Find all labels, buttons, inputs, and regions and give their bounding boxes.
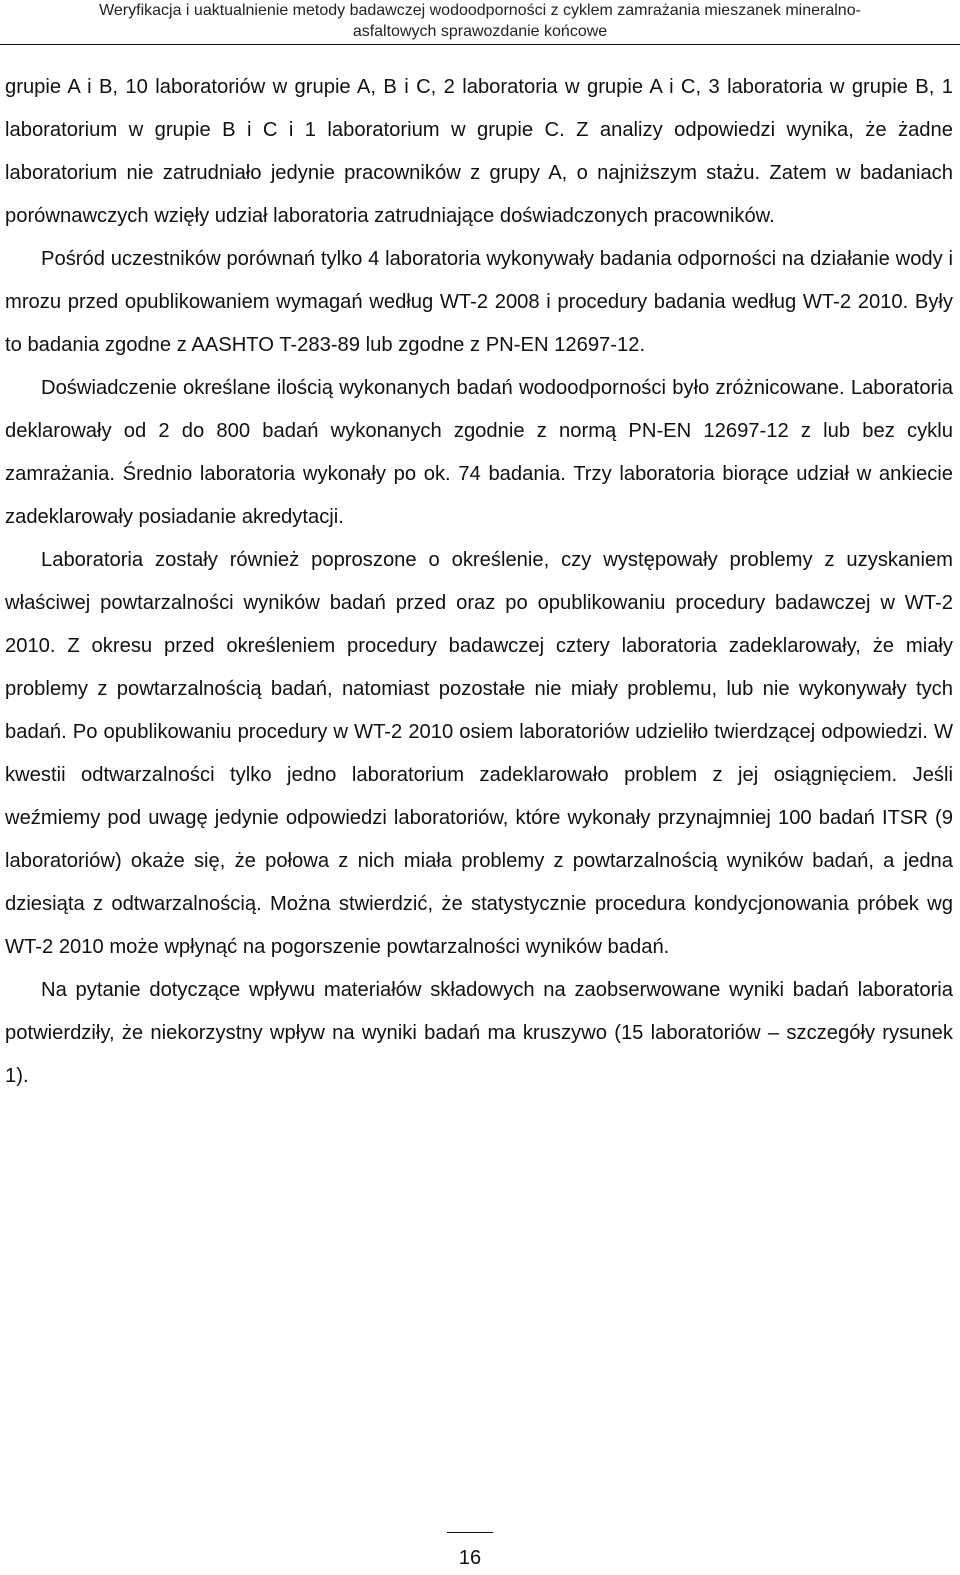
paragraph-materials: Na pytanie dotyczące wpływu materiałów składowych na zaobserwowane wyniki badań laboratoria potwierdziły, że niekorzystny wpływ na wyniki badań ma kruszywo (15 laboratoriów – szczegóły rysunek 1). xyxy=(5,979,953,1087)
running-header-line-2: asfaltowych sprawozdanie końcowe xyxy=(352,23,608,40)
running-header-line-1: Weryfikacja i uaktualnienie metody badawczej wodoodporności z cyklem zamrażania mieszanek mineralno- xyxy=(99,2,861,19)
paragraph-repeatability: Laboratoria zostały również poproszone o określenie, czy występowały problemy z uzyskaniem właściwej powtarzalności wyników badań przed oraz po opublikowaniu procedury badawczej w WT-2 2010. Z okresu przed określeniem procedury badawczej cztery laboratoria zadeklarowały, że miały problemy z powtarzalnością badań, natomiast pozostałe nie miały problemu, lub nie wykonywały tych badań. Po opublikowaniu procedury w WT-2 2010 osiem laboratoriów udzieliło twierdzącej odpowiedzi. W kwestii odtwarzalności tylko jedno laboratorium zadeklarowało problem z jej osiągnięciem. Jeśli weźmiemy pod uwagę jedynie odpowiedzi laboratoriów, które wykonały przynajmniej 100 badań ITSR (9 laboratoriów) okaże się, że połowa z nich miała problemy z powtarzalnością wyników badań, a jedna dziesiąta z odtwarzalnością. Można stwierdzić, że statystycznie procedura kondycjonowania próbek wg WT-2 2010 może wpłynąć na pogorszenie powtarzalności wyników badań. xyxy=(5,549,953,958)
page-number: 16 xyxy=(458,1547,482,1569)
paragraph-participants: Pośród uczestników porównań tylko 4 laboratoria wykonywały badania odporności na działanie wody i mrozu przed opublikowaniem wymagań według WT-2 2008 i procedury badania według WT-2 2010. Były to badania zgodne z AASHTO T-283-89 lub zgodne z PN-EN 12697-12. xyxy=(5,248,953,356)
paragraph-experience: Doświadczenie określane ilością wykonanych badań wodoodporności było zróżnicowane. Laboratoria deklarowały od 2 do 800 badań wykonanych zgodnie z normą PN-EN 12697-12 z lub bez cyklu zamrażania. Średnio laboratoria wykonały po ok. 74 badania. Trzy laboratoria biorące udział w ankiecie zadeklarowały posiadanie akredytacji. xyxy=(5,377,953,528)
paragraph-continuation: grupie A i B, 10 laboratoriów w grupie A, B i C, 2 laboratoria w grupie A i C, 3 laboratoria w grupie B, 1 laboratorium w grupie B i C i 1 laboratorium w grupie C. Z analizy odpowiedzi wynika, że żadne laboratorium nie zatrudniało jedynie pracowników z grupy A, o najniższym stażu. Zatem w badaniach porównawczych wzięły udział laboratoria zatrudniające doświadczonych pracowników. xyxy=(5,76,953,227)
running-header xyxy=(0,0,960,45)
footer-divider xyxy=(447,1532,493,1533)
body-text xyxy=(5,66,953,1098)
